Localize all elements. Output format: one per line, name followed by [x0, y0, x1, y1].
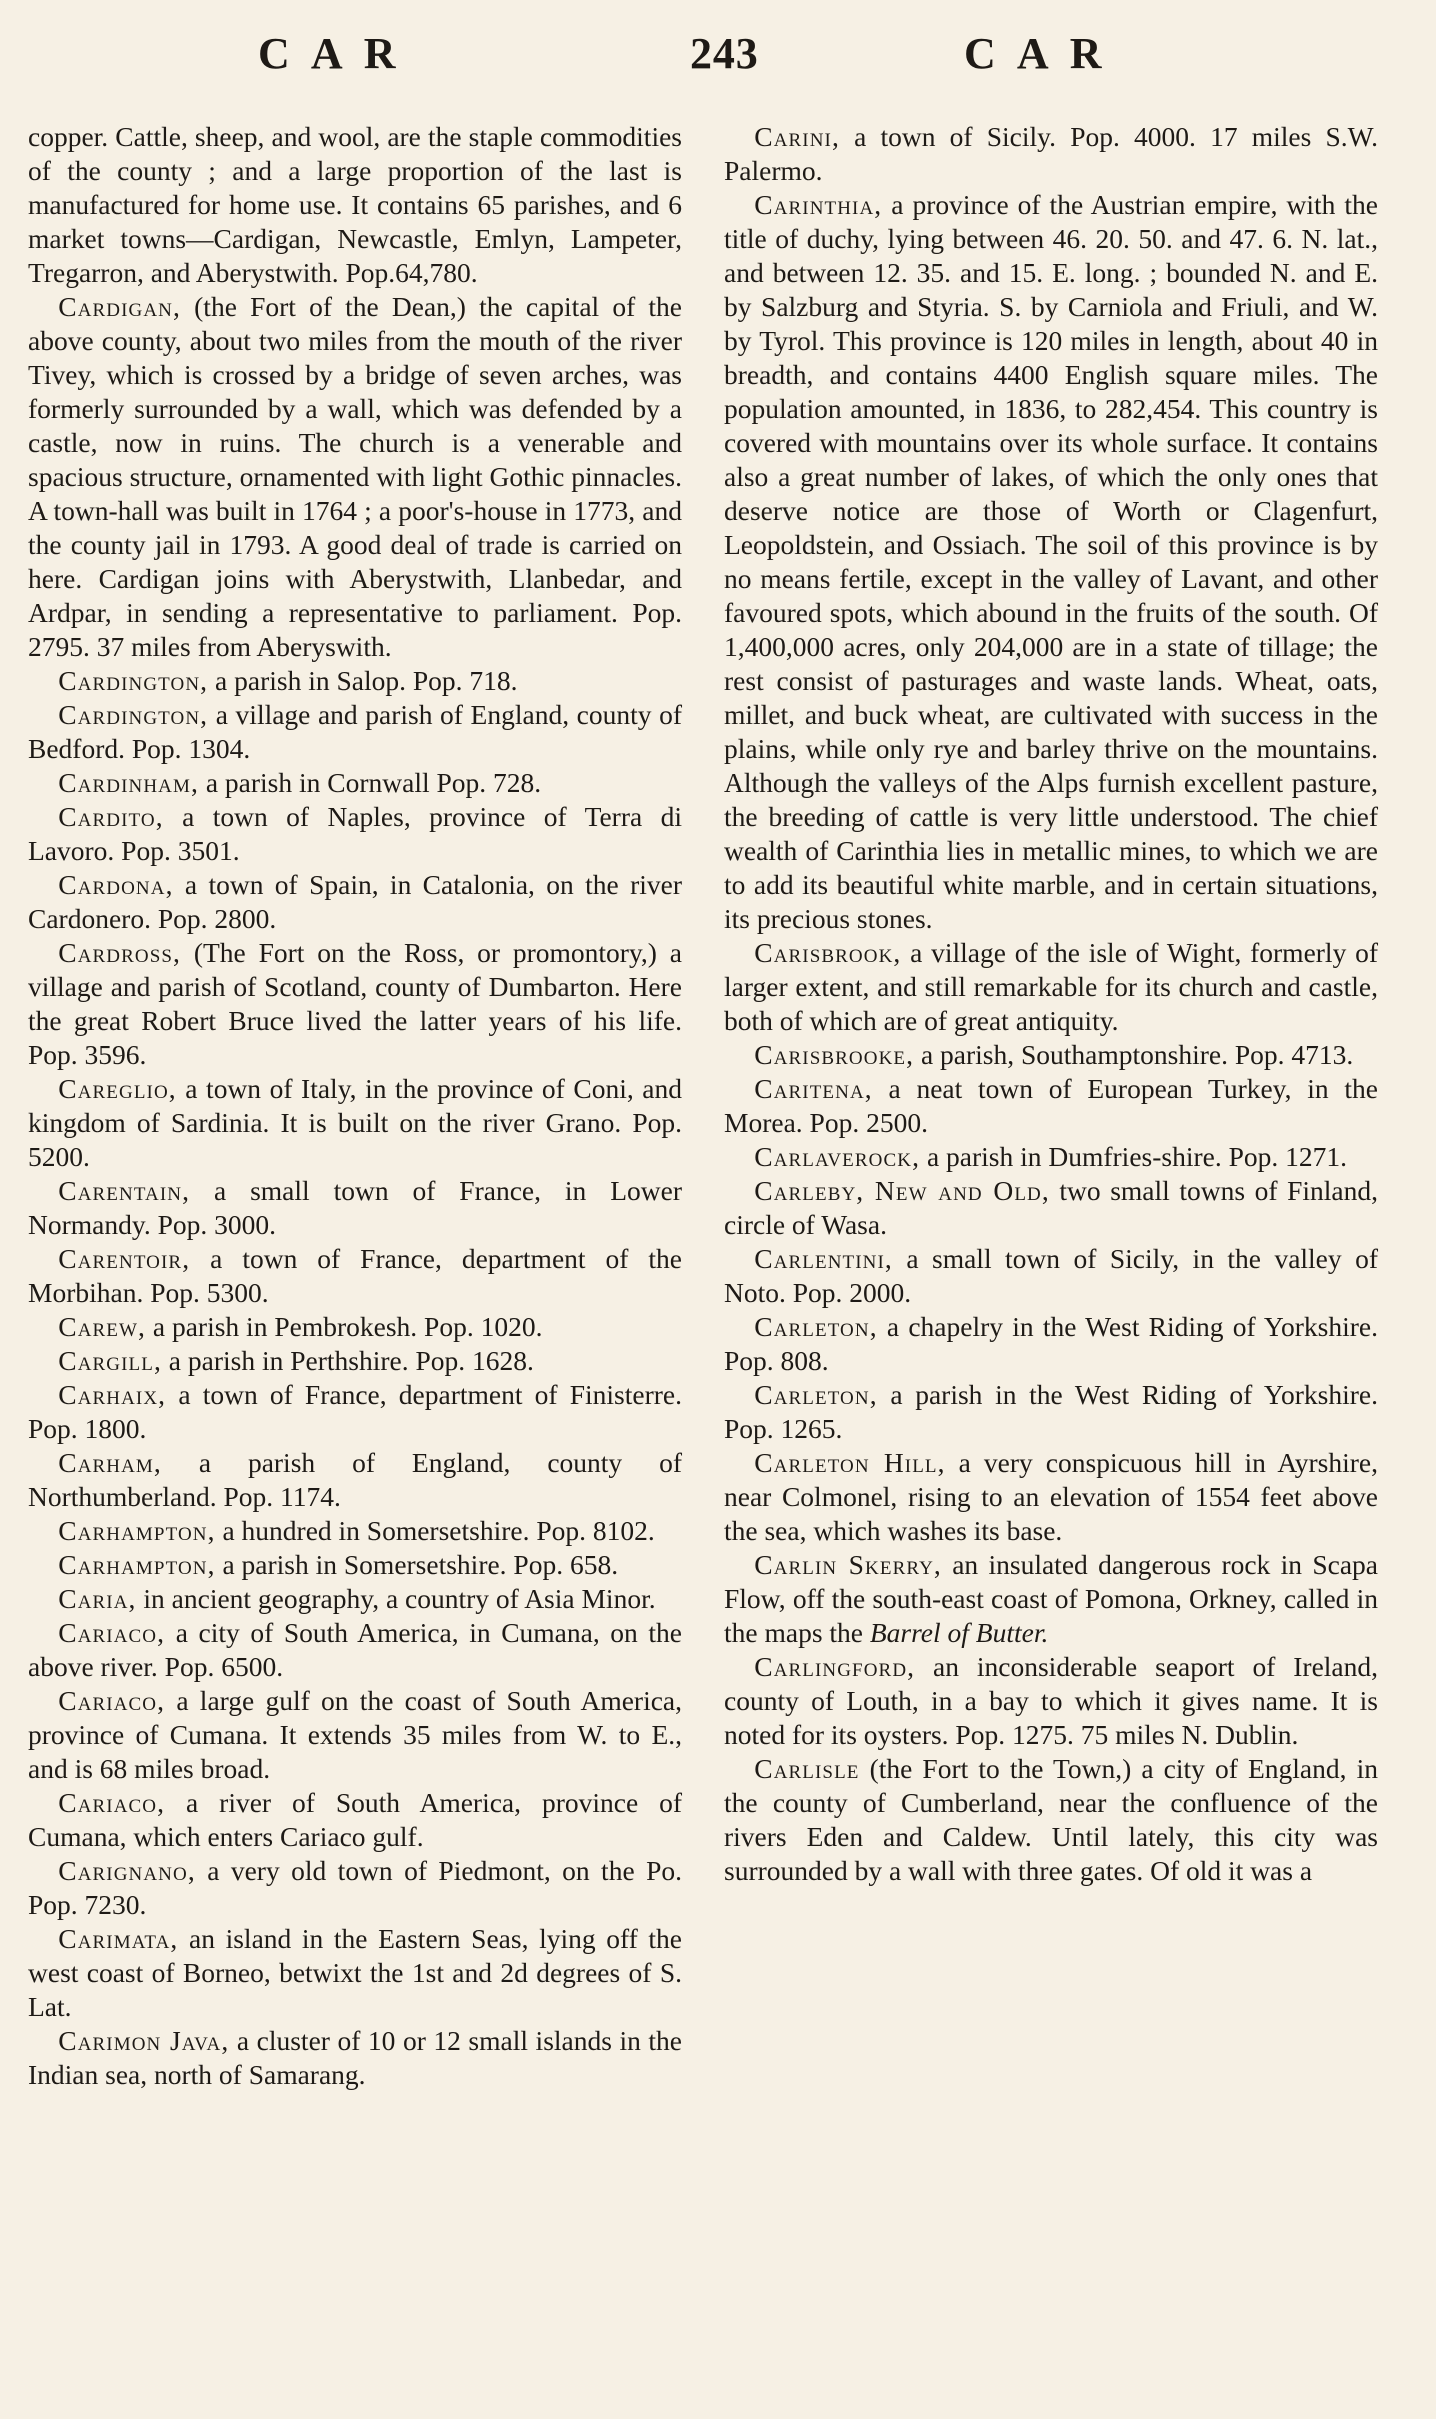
entry-headword: Careglio,	[58, 1073, 177, 1104]
entry-text: a village of the isle of Wight, formerly of larger extent, and still remarkable for its church and castle, both of which are of great antiquity.	[724, 937, 1378, 1036]
entry-headword: Cardington,	[58, 665, 209, 696]
running-head	[28, 28, 1378, 92]
gazetteer-entry	[724, 1650, 1378, 1752]
gazetteer-entry	[28, 1344, 682, 1378]
gazetteer-entry	[28, 290, 682, 664]
left-column	[28, 120, 682, 2092]
entry-headword: Carimon Java,	[58, 2025, 230, 2056]
entry-text: a town of Spain, in Catalonia, on the river Cardonero. Pop. 2800.	[28, 869, 682, 934]
entry-text: a parish in Cornwall Pop. 728.	[198, 767, 542, 798]
gazetteer-entry	[28, 1922, 682, 2024]
entry-headword: Caritena,	[754, 1073, 873, 1104]
entry-headword: Carew,	[58, 1311, 147, 1342]
gazetteer-entry	[28, 868, 682, 936]
entry-text: a parish in Somersetshire. Pop. 658.	[215, 1549, 619, 1580]
gazetteer-entry	[28, 664, 682, 698]
entry-text: (the Fort of the Dean,) the capital of the above county, about two miles from the mouth of the river Tivey, which is crossed by a bridge of seven arches, was formerly surrounded by a wall, which was defended by a castle, now in ruins. The church is a venerable and spacious structure, ornamented with light Gothic pinnacles. A town-hall was built in 1764 ; a poor's-house in 1773, and the county jail in 1793. A good deal of trade is carried on here. Cardigan joins with Aberystwith, Llanbedar, and Ardpar, in sending a representative to parliament. Pop. 2795. 37 miles from Aberyswith.	[28, 291, 682, 662]
gazetteer-entry	[724, 1140, 1378, 1174]
gazetteer-entry	[724, 188, 1378, 936]
gazetteer-entry	[724, 120, 1378, 188]
gazetteer-entry	[28, 1174, 682, 1242]
gazetteer-entry	[28, 766, 682, 800]
gazetteer-entry	[28, 1684, 682, 1786]
gazetteer-entry	[28, 1616, 682, 1684]
entry-text: (the Fort to the Town,) a city of England, in the county of Cumberland, near the confluence of the rivers Eden and Caldew. Until lately, this city was surrounded by a wall with three gates. Of old it was a	[724, 1753, 1378, 1886]
gazetteer-entry	[28, 1582, 682, 1616]
text-columns	[28, 120, 1378, 2092]
entry-headword: Cariaco,	[58, 1685, 166, 1716]
entry-headword: Carlaverock,	[754, 1141, 921, 1172]
entry-text: a cluster of 10 or 12 small islands in the Indian sea, north of Samarang.	[28, 2025, 683, 2090]
gazetteer-entry	[28, 1242, 682, 1310]
entry-text: a large gulf on the coast of South America, province of Cumana. It extends 35 miles from W. to E., and is 68 miles broad.	[28, 1685, 682, 1784]
entry-headword: Carentain,	[58, 1175, 191, 1206]
entry-headword: Carlingford,	[754, 1651, 916, 1682]
gazetteer-entry	[724, 1752, 1378, 1888]
gazetteer-entry	[28, 1548, 682, 1582]
entry-text: a parish in the West Riding of Yorkshire. Pop. 1265.	[724, 1379, 1378, 1444]
entry-text: (The Fort on the Ross, or promontory,) a village and parish of Scotland, county of Dumbarton. Here the great Robert Bruce lived the latter years of his life. Pop. 3596.	[28, 937, 682, 1070]
entry-text: a small town of France, in Lower Normandy. Pop. 3000.	[28, 1175, 682, 1240]
entry-headword: Carhampton,	[58, 1549, 216, 1580]
entry-text: a neat town of European Turkey, in the Morea. Pop. 2500.	[724, 1073, 1378, 1138]
entry-text: a chapelry in the West Riding of Yorkshire. Pop. 808.	[724, 1311, 1378, 1376]
gazetteer-entry	[724, 1548, 1378, 1650]
gazetteer-entry	[28, 1786, 682, 1854]
entry-headword: Cardinham,	[58, 767, 199, 798]
gazetteer-entry	[724, 1446, 1378, 1548]
entry-headword: Carisbrook,	[754, 937, 902, 968]
entry-headword: Carlin Skerry,	[754, 1549, 942, 1580]
gazetteer-entry	[724, 936, 1378, 1038]
page-number: 243	[690, 29, 759, 78]
entry-text: an inconsiderable seaport of Ireland, county of Louth, in a bay to which it gives name. It is noted for its oysters. Pop. 1275. 75 miles N. Dublin.	[724, 1651, 1378, 1750]
gazetteer-entry	[28, 1514, 682, 1548]
gazetteer-entry	[724, 1242, 1378, 1310]
gazetteer-entry	[724, 1174, 1378, 1242]
entry-text: a parish in Salop. Pop. 718.	[208, 665, 518, 696]
entry-headword: Carignano,	[58, 1855, 196, 1886]
entry-text: a parish of England, county of Northumberland. Pop. 1174.	[28, 1447, 682, 1512]
entry-text: a town of Naples, province of Terra di Lavoro. Pop. 3501.	[28, 801, 682, 866]
right-column	[724, 120, 1378, 2092]
entry-headword: Carhaix,	[58, 1379, 167, 1410]
entry-text: a very old town of Piedmont, on the Po. Pop. 7230.	[28, 1855, 682, 1920]
entry-text: a town of Italy, in the province of Coni, and kingdom of Sardinia. It is built on the river Grano. Pop. 5200.	[28, 1073, 682, 1172]
entry-headword: Carimata,	[58, 1923, 179, 1954]
entry-text: an insulated dangerous rock in Scapa Flow, off the south-east coast of Pomona, Orkney, called in the maps the	[724, 1549, 1378, 1648]
entry-headword: Cardona,	[58, 869, 174, 900]
entry-text: a city of South America, in Cumana, on the above river. Pop. 6500.	[28, 1617, 682, 1682]
entry-text: in ancient geography, a country of Asia Minor.	[136, 1583, 656, 1614]
gazetteer-entry	[28, 800, 682, 868]
entry-headword: Carham,	[58, 1447, 162, 1478]
entry-headword: Cardington,	[58, 699, 209, 730]
entry-italic-text: Barrel of Butter.	[869, 1617, 1049, 1648]
entry-headword: Cariaco,	[58, 1617, 166, 1648]
entry-text: a province of the Austrian empire, with the title of duchy, lying between 46. 20. 50. and 47. 6. N. lat., and between 12. 35. and 15. E. long. ; bounded N. and E. by Salzburg and Styria. S. by Carniola and Friuli, and W. by Tyrol. This province is 120 miles in length, about 40 in breadth, and contains 4400 English square miles. The population amounted, in 1836, to 282,454. This country is covered with mountains over its whole surface. It contains also a great number of lakes, of which the only ones that deserve notice are those of Worth or Clagenfurt, Leopoldstein, and Ossiach. The soil of this province is by no means fertile, except in the valley of Lavant, and other favoured spots, which abound in the fruits of the south. Of 1,400,000 acres, only 204,000 are in a state of tillage; the rest consist of pasturages and waste lands. Wheat, oats, millet, and buck wheat, are cultivated with success in the plains, while only rye and barley thrive on the mountains. Although the valleys of the Alps furnish excellent pasture, the breeding of cattle is very little understood. The chief wealth of Carinthia lies in metallic mines, to which we are to add its beautiful white marble, and in certain situations, its precious stones.	[724, 189, 1378, 934]
running-head-right: CAR	[964, 29, 1123, 78]
entry-text: two small towns of Finland, circle of Wasa.	[724, 1175, 1378, 1240]
gazetteer-entry	[724, 1310, 1378, 1378]
entry-headword: Carleton,	[754, 1311, 878, 1342]
entry-text: a very conspicuous hill in Ayrshire, near Colmonel, rising to an elevation of 1554 feet above the sea, which washes its base.	[724, 1447, 1378, 1546]
entry-headword: Carisbrooke,	[754, 1039, 915, 1070]
entry-text: a parish, Southamptonshire. Pop. 4713.	[914, 1039, 1354, 1070]
entry-headword: Cardross,	[58, 937, 182, 968]
entry-text: a town of Sicily. Pop. 4000. 17 miles S.W. Palermo.	[724, 121, 1378, 186]
entry-headword: Carentoir,	[58, 1243, 191, 1274]
entry-headword: Caria,	[58, 1583, 137, 1614]
entry-text: a small town of Sicily, in the valley of Noto. Pop. 2000.	[724, 1243, 1378, 1308]
entry-text: a parish in Pembrokesh. Pop. 1020.	[146, 1311, 543, 1342]
entry-headword: Cardito,	[58, 801, 164, 832]
entry-text: an island in the Eastern Seas, lying off the west coast of Borneo, betwixt the 1st and 2d degrees of S. Lat.	[28, 1923, 682, 2022]
entry-text: a river of South America, province of Cumana, which enters Cariaco gulf.	[28, 1787, 682, 1852]
entry-headword: Carhampton,	[58, 1515, 216, 1546]
entry-text: a parish in Dumfries-shire. Pop. 1271.	[920, 1141, 1348, 1172]
entry-text: a town of France, department of the Morbihan. Pop. 5300.	[28, 1243, 682, 1308]
gazetteer-entry	[28, 120, 682, 290]
entry-headword: Cargill,	[58, 1345, 162, 1376]
gazetteer-entry	[724, 1038, 1378, 1072]
entry-text: a parish in Perthshire. Pop. 1628.	[161, 1345, 534, 1376]
entry-headword: Carleby, New and Old,	[754, 1175, 1050, 1206]
entry-headword: Cardigan,	[58, 291, 181, 322]
entry-text: a hundred in Somersetshire. Pop. 8102.	[215, 1515, 655, 1546]
entry-headword: Carlentini,	[754, 1243, 893, 1274]
gazetteer-entry	[28, 1446, 682, 1514]
entry-headword: Carinthia,	[754, 189, 883, 220]
entry-text: a village and parish of England, county of Bedford. Pop. 1304.	[28, 699, 682, 764]
gazetteer-entry	[28, 1378, 682, 1446]
gazetteer-entry	[724, 1378, 1378, 1446]
entry-headword: Carlisle	[754, 1753, 860, 1784]
gazetteer-entry	[28, 936, 682, 1072]
running-head-left: CAR	[258, 29, 417, 78]
gazetteer-entry	[28, 1072, 682, 1174]
gazetteer-entry	[28, 698, 682, 766]
entry-text: a town of France, department of Finisterre. Pop. 1800.	[28, 1379, 682, 1444]
gazetteer-entry	[28, 1854, 682, 1922]
entry-text: copper. Cattle, sheep, and wool, are the staple commodities of the county ; and a large proportion of the last is manufactured for home use. It contains 65 parishes, and 6 market towns—Cardigan, Newcastle, Emlyn, Lampeter, Tregarron, and Aberystwith. Pop.64,780.	[28, 121, 682, 288]
gazetteer-entry	[28, 1310, 682, 1344]
gazetteer-entry	[724, 1072, 1378, 1140]
entry-headword: Cariaco,	[58, 1787, 166, 1818]
entry-headword: Carleton Hill,	[754, 1447, 946, 1478]
entry-headword: Carini,	[754, 121, 840, 152]
gazetteer-entry	[28, 2024, 682, 2092]
entry-headword: Carleton,	[754, 1379, 878, 1410]
